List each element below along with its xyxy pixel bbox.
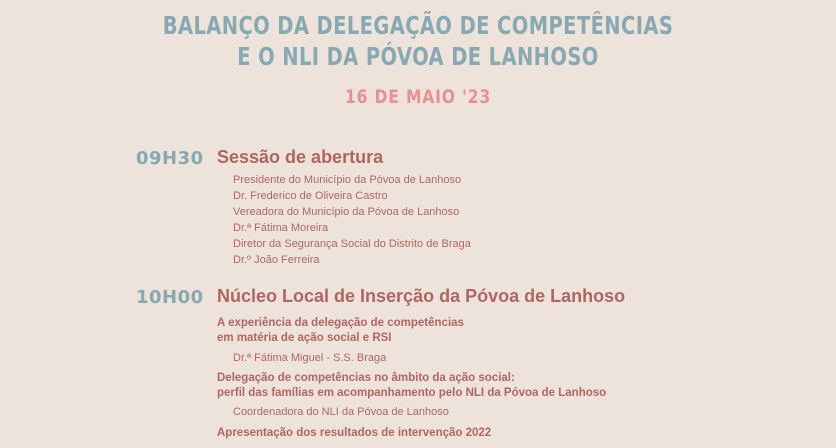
talk-speaker: Coordenadora do NLI da Póvoa de Lanhoso <box>233 406 449 418</box>
participant-line: Dr.º João Ferreira <box>233 254 320 266</box>
session-time: 09H30 <box>136 148 204 169</box>
session-title: Núcleo Local de Inserção da Póvoa de Lanhoso <box>217 286 626 306</box>
title-line-1: BALANÇO DA DELEGAÇÃO DE COMPETÊNCIAS <box>162 11 674 40</box>
talk-title-line: A experiência da delegação de competências <box>217 317 464 329</box>
talk-title-line: Apresentação dos resultados de intervenção 2022 <box>217 427 492 439</box>
participant-line: Dr.ª Fátima Moreira <box>233 222 329 234</box>
session-time: 10H00 <box>136 287 204 308</box>
talk-title-line: em matéria de ação social e RSI <box>217 332 392 344</box>
talk-title-line: perfil das famílias em acompanhamento pelo NLI da Póvoa de Lanhoso <box>217 387 607 399</box>
participant-line: Presidente do Município da Póvoa de Lanhoso <box>233 174 462 186</box>
participant-line: Dr. Frederico de Oliveira Castro <box>233 190 388 202</box>
talk-title-line: Delegação de competências no âmbito da ação social: <box>217 372 515 384</box>
session-title: Sessão de abertura <box>217 147 384 167</box>
participant-line: Diretor da Segurança Social do Distrito de Braga <box>233 238 471 250</box>
participant-line: Vereadora do Município da Póvoa de Lanhoso <box>233 206 460 218</box>
talk-speaker: Dr.ª Fátima Miguel - S.S. Braga <box>233 352 387 364</box>
event-date: 16 DE MAIO '23 <box>344 86 492 108</box>
title-line-2: E O NLI DA PÓVOA DE LANHOSO <box>237 42 599 71</box>
